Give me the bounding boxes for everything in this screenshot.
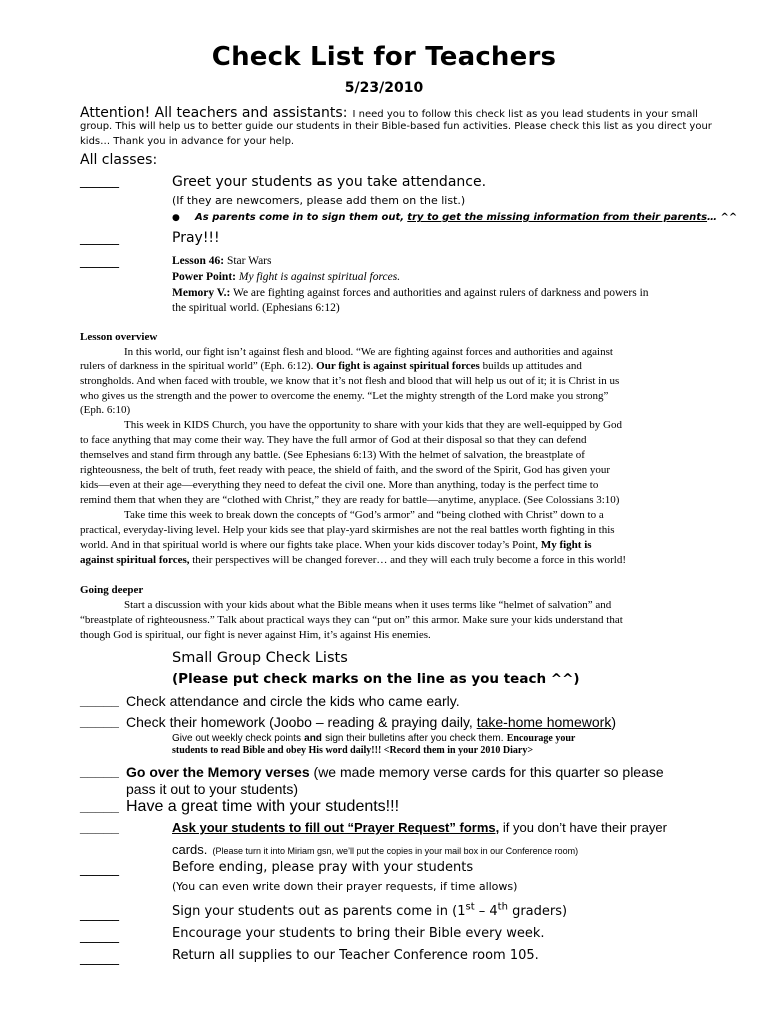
going-deeper-l2: “breastplate of righteousness.” Talk about practical ways they can “put on” this armor. Make sure your kids understand that (80, 614, 623, 626)
overview-p2-l5: kids—even at their age—everything they need to defeat the civil one. More than anything, today is the perfect time to (80, 479, 599, 491)
prayer-request-a: Ask your students to fill out “Prayer Request” forms, (172, 820, 500, 835)
small-group-subheading: (Please put check marks on the line as you teach ^^) (172, 671, 580, 687)
overview-p1-l4: who gives us the strength and the power to overcome the enemy. “Let the mighty strength of the Lord make you strong” (80, 390, 609, 402)
overview-p1-l3: strongholds. And when faced with trouble, we know that it’s not flesh and blood that will help us out of it; it is Christ in us (80, 375, 620, 387)
check-blank[interactable]: ______ (80, 951, 119, 966)
overview-p3-l3a: world. And in that spiritual world is where our fights take place. When your kids discover today’s Point, (80, 539, 539, 551)
check-attendance-item: Check attendance and circle the kids who came early. (126, 693, 460, 709)
memory-verses-a: Go over the Memory verses (126, 764, 310, 780)
overview-p3-l3 (80, 539, 592, 551)
overview-p1-l2 (80, 360, 582, 372)
lesson-label: Lesson 46: (172, 255, 225, 267)
homework-note-1 (172, 733, 575, 744)
homework-item-a: Check their homework (Joobo – reading & praying daily, (126, 714, 473, 730)
overview-p3-l3b: My fight is (540, 539, 592, 551)
memory-verse-value-2: the spiritual world. (Ephesians 6:12) (172, 302, 340, 314)
homework-note-b: and (304, 733, 322, 744)
prayer-request-b: if you don’t have their prayer (502, 820, 667, 835)
check-blank[interactable]: _____ (80, 798, 119, 814)
overview-p3-l4b: their perspectives will be changed forever… and they will each truly become a force in this world! (192, 554, 626, 566)
bullet-icon: ● (172, 213, 180, 223)
lesson-value: Star Wars (226, 255, 272, 267)
check-blank[interactable]: _____ (80, 713, 119, 729)
check-blank[interactable]: _____ (80, 819, 119, 835)
overview-p2-l1: This week in KIDS Church, you have the opportunity to share with your kids that they are well-equipped by God (124, 419, 622, 431)
prayer-request-item (172, 820, 667, 835)
pray-before-ending-item: Before ending, please pray with your students (172, 860, 474, 875)
overview-p3-l4 (80, 554, 626, 566)
memory-verses-item (126, 764, 664, 780)
sign-out-e: graders) (507, 904, 568, 919)
memory-verse-line (172, 287, 649, 299)
prayer-request-note: (You can even write down their prayer requests, if time allows) (172, 880, 518, 893)
sign-out-d: th (497, 901, 508, 913)
attention-lead: Attention! All teachers and assistants: (80, 105, 348, 121)
homework-note-d: Encourage your (506, 733, 576, 744)
check-blank[interactable]: ______ (80, 907, 119, 922)
overview-p2-l2: to face anything that may come their way. They have the full armor of God at their disposal so that they can defend (80, 434, 587, 446)
going-deeper-l1: Start a discussion with your kids about what the Bible means when it uses terms like “helmet of salvation” and (124, 599, 612, 611)
overview-p2-l6: remind them that when they are “clothed with Christ,” they are ready for battle—anytime, anyplace. (See Colossians 3:10) (80, 494, 620, 506)
memory-verses-c: pass it out to your students) (126, 781, 298, 797)
take-home-homework-link: take-home homework (476, 714, 612, 730)
small-group-heading: Small Group Check Lists (172, 650, 348, 666)
parents-bullet-c: … ^^ (707, 212, 738, 223)
overview-p3-l2: practical, everyday-living level. Help your kids see that play-yard skirmishes are not the real battles worth fighting in this (80, 524, 615, 536)
overview-p1-l1: In this world, our fight isn’t against flesh and blood. “We are fighting against forces and authorities and against (124, 346, 613, 358)
return-supplies-item: Return all supplies to our Teacher Conference room 105. (172, 948, 539, 963)
overview-p3-l4a: against spiritual forces, (80, 554, 190, 566)
greet-students-item: Greet your students as you take attendance. (172, 174, 487, 190)
check-blank[interactable]: _____ (80, 692, 119, 708)
overview-p2-l3: themselves and stand firm through any battle. (See Ephesians 6:13) With the helmet of salvation, the breastplate of (80, 449, 585, 461)
prayer-request-line-2 (172, 839, 578, 858)
power-point-line (172, 271, 400, 283)
page-title: Check List for Teachers (211, 42, 557, 72)
overview-p1-l5: (Eph. 6:10) (80, 404, 131, 416)
overview-p1-l2c: builds up attitudes and (482, 360, 582, 372)
sign-out-b: st (465, 901, 475, 913)
sign-out-c: – 4 (474, 904, 498, 919)
power-point-label: Power Point: (172, 271, 236, 283)
parents-bullet-line (172, 212, 737, 223)
parents-bullet-b: try to get the missing information from their parents (407, 212, 708, 223)
check-blank[interactable]: ______ (80, 231, 119, 246)
homework-note-c: sign their bulletins after you check them. (325, 733, 504, 744)
memory-verses-b: (we made memory verse cards for this quarter so please (313, 764, 664, 780)
check-blank[interactable]: _____ (80, 763, 119, 779)
bring-bible-item: Encourage your students to bring their Bible every week. (172, 926, 545, 941)
homework-note-a: Give out weekly check points (172, 733, 301, 744)
newcomers-note: (If they are newcomers, please add them on the list.) (172, 194, 466, 207)
check-blank[interactable]: ______ (80, 862, 119, 877)
attention-text-3: kids… Thank you in advance for your help. (80, 136, 295, 147)
sign-out-item (172, 901, 568, 919)
parents-bullet-a: As parents come in to sign them out, (195, 212, 405, 223)
lesson-line (172, 255, 272, 267)
prayer-request-d: (Please turn it into Miriam gsn, we’ll put the copies in your mail box in our Conference room) (212, 846, 579, 856)
going-deeper-heading: Going deeper (80, 584, 144, 596)
check-blank[interactable]: ______ (80, 929, 119, 944)
sign-out-a: Sign your students out as parents come in (1 (172, 904, 466, 919)
all-classes-heading: All classes: (80, 152, 158, 168)
homework-note-e: students to read Bible and obey His word daily!!! <Record them in your 2010 Diary> (172, 745, 534, 756)
memory-verse-value-1: We are fighting against forces and authorities and against rulers of darkness and powers in (233, 287, 649, 299)
overview-p1-l2a: rulers of darkness in the spiritual world” (Eph. 6:12). (80, 360, 314, 372)
overview-p2-l4: righteousness, the belt of truth, feet ready with peace, the shield of faith, and the sword of the Spirit, God has given your (80, 464, 611, 476)
going-deeper-l3: though God is spiritual, our fight is never against Him, it’s against His enemies. (80, 629, 431, 641)
overview-p3-l1: Take time this week to break down the concepts of “God’s armor” and “being clothed with Christ” down to a (124, 509, 604, 521)
attention-line-1 (80, 102, 698, 121)
document-date: 5/23/2010 (344, 80, 424, 96)
lesson-overview-heading: Lesson overview (80, 331, 158, 343)
check-blank[interactable]: ______ (80, 174, 119, 189)
check-blank[interactable]: ______ (80, 254, 119, 269)
pray-item: Pray!!! (172, 230, 220, 246)
homework-item-c: ) (611, 714, 616, 730)
overview-p1-l2b: Our fight is against spiritual forces (316, 360, 480, 372)
power-point-value: My fight is against spiritual forces. (238, 271, 401, 283)
attention-text-1: I need you to follow this check list as you lead students in your small (352, 109, 698, 120)
great-time-item: Have a great time with your students!!! (126, 798, 400, 815)
prayer-request-c: cards. (172, 842, 208, 857)
homework-item (126, 714, 616, 730)
attention-text-2: group. This will help us to better guide our students in their Bible-based fun activities. Please check this list as you direct your (80, 121, 712, 132)
memory-verse-label: Memory V.: (172, 287, 231, 299)
